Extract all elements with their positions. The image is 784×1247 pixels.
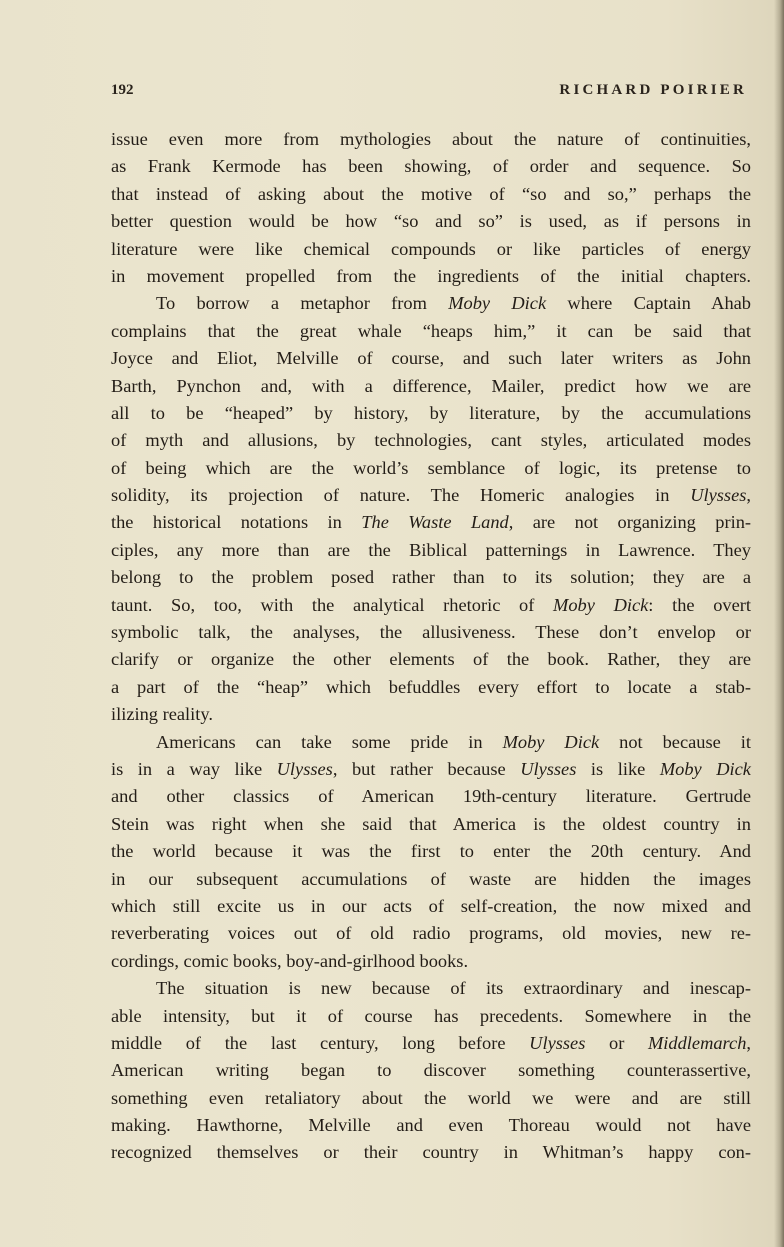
text-line: making. Hawthorne, Melville and even Thoreau would not have xyxy=(111,1115,751,1136)
text-line: the historical notations in The Waste Land, are not organizing prin- xyxy=(111,512,752,533)
text-line: clarify or organize the other elements of the book. Rather, they are xyxy=(111,649,751,670)
text-line: something even retaliatory about the world we were and are still xyxy=(111,1087,751,1108)
text-line: the world because it was the first to enter the 20th century. And xyxy=(111,841,751,862)
text-line: that instead of asking about the motive of “so and so,” perhaps the xyxy=(111,183,751,204)
text-line: To borrow a metaphor from Moby Dick where Captain Ahab xyxy=(156,293,751,314)
text-line: of myth and allusions, by technologies, cant styles, articulated modes xyxy=(111,430,751,451)
page-number: 192 xyxy=(111,82,134,98)
text-line: ciples, any more than are the Biblical patternings in Lawrence. They xyxy=(111,539,751,560)
text-line: which still excite us in our acts of self-creation, the now mixed and xyxy=(111,895,751,916)
text-line: is in a way like Ulysses, but rather because Ulysses is like Moby Dick xyxy=(111,758,751,779)
text-line: American writing began to discover something counterassertive, xyxy=(111,1060,751,1081)
text-line: and other classics of American 19th-century literature. Gertrude xyxy=(111,786,751,807)
body-text xyxy=(111,126,751,1167)
text-line: literature were like chemical compounds or like particles of energy xyxy=(111,238,751,259)
text-line: belong to the problem posed rather than to its solution; they are a xyxy=(111,567,751,588)
text-line: recognized themselves or their country in Whitman’s happy con- xyxy=(111,1142,751,1163)
page-edge-shadow xyxy=(774,0,784,1247)
text-line: better question would be how “so and so” is used, as if persons in xyxy=(111,211,751,232)
text-line: as Frank Kermode has been showing, of order and sequence. So xyxy=(111,156,751,177)
text-line: taunt. So, too, with the analytical rhetoric of Moby Dick: the overt xyxy=(111,594,752,615)
text-line: ilizing reality. xyxy=(111,704,213,725)
text-line: all to be “heaped” by history, by literature, by the accumulations xyxy=(111,402,751,423)
text-line: cordings, comic books, boy-and-girlhood books. xyxy=(111,950,469,971)
text-line: The situation is new because of its extraordinary and inescap- xyxy=(156,978,751,999)
text-line: able intensity, but it of course has precedents. Somewhere in the xyxy=(111,1005,751,1026)
text-line: Barth, Pynchon and, with a difference, Mailer, predict how we are xyxy=(111,375,751,396)
page-header xyxy=(111,82,747,106)
text-line: Americans can take some pride in Moby Dick not because it xyxy=(156,731,752,752)
text-line: Stein was right when she said that America is the oldest country in xyxy=(111,813,751,834)
text-line: reverberating voices out of old radio programs, old movies, new re- xyxy=(111,923,751,944)
text-line: middle of the last century, long before Ulysses or Middlemarch, xyxy=(111,1032,751,1053)
text-line: complains that the great whale “heaps him,” it can be said that xyxy=(111,320,751,341)
text-line: issue even more from mythologies about the nature of continuities, xyxy=(111,129,751,149)
text-line: Joyce and Eliot, Melville of course, and such later writers as John xyxy=(111,348,751,369)
text-line: in our subsequent accumulations of waste are hidden the images xyxy=(111,868,751,889)
text-line: solidity, its projection of nature. The Homeric analogies in Ulysses, xyxy=(111,485,751,506)
text-line: symbolic talk, the analyses, the allusiveness. These don’t envelop or xyxy=(111,622,751,643)
running-head: RICHARD POIRIER xyxy=(559,82,747,98)
text-line: of being which are the world’s semblance of logic, its pretense to xyxy=(111,457,751,478)
text-line: a part of the “heap” which befuddles every effort to locate a stab- xyxy=(111,676,751,697)
text-line: in movement propelled from the ingredients of the initial chapters. xyxy=(111,265,751,286)
